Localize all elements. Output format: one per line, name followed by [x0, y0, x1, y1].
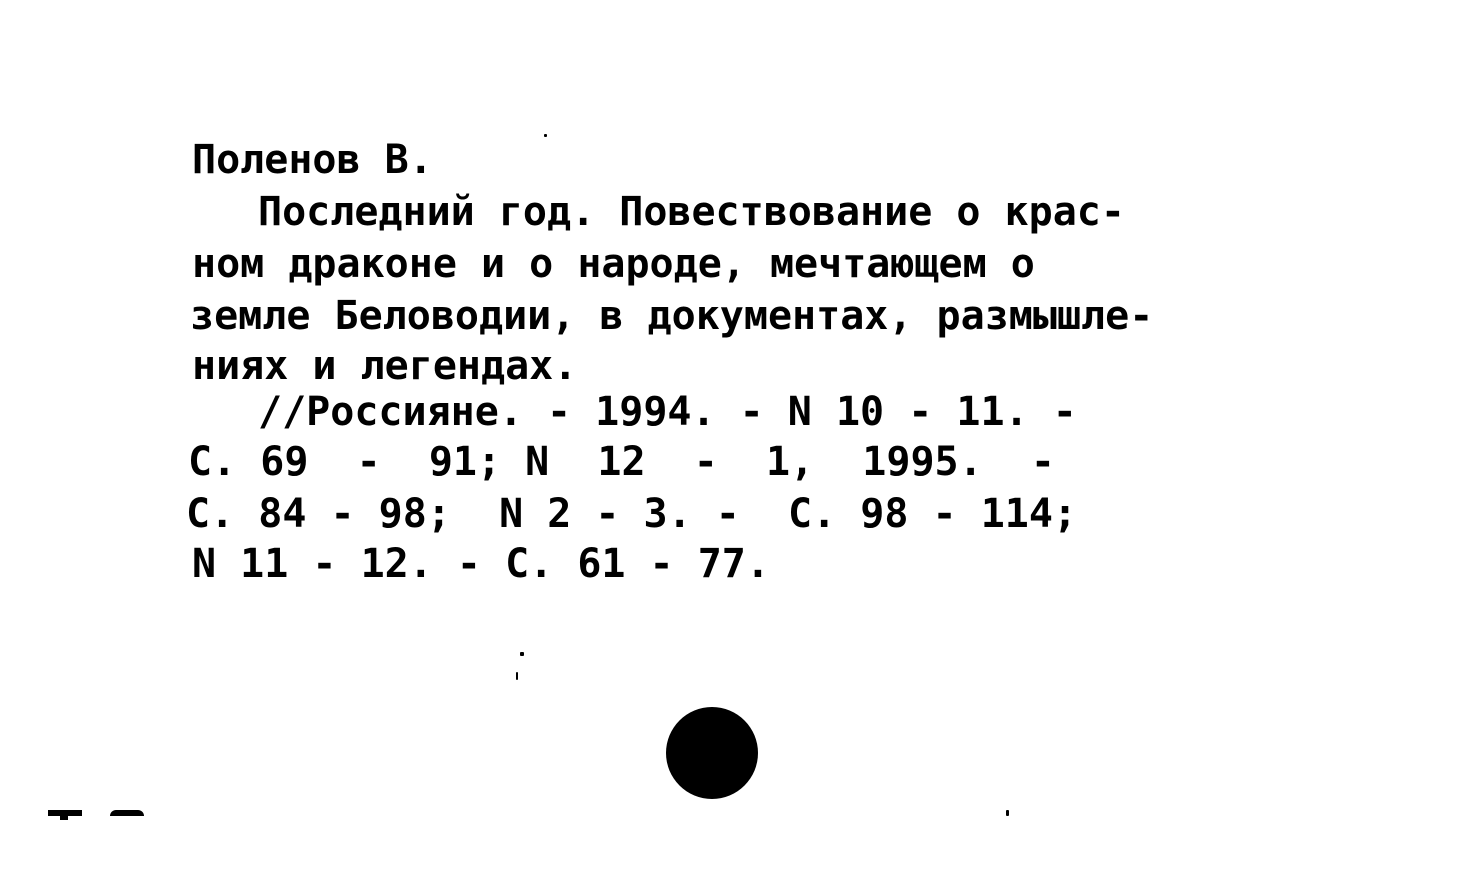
card-author: Поленов В.	[192, 137, 433, 183]
scan-speck	[520, 652, 524, 656]
punch-hole	[666, 707, 758, 799]
scan-speck	[516, 672, 518, 680]
card-title-line-3: земле Беловодии, в документах, размышле-	[190, 293, 1154, 339]
card-source-line-2: С. 69 - 91; N 12 - 1, 1995. -	[188, 439, 1055, 485]
card-title-line-1: Последний год. Повествование о крас-	[258, 189, 1125, 235]
card-source-line-4: N 11 - 12. - С. 61 - 77.	[192, 541, 770, 587]
card-source-line-1: //Россияне. - 1994. - N 10 - 11. -	[258, 389, 1077, 435]
card-source-line-3: С. 84 - 98; N 2 - 3. - С. 98 - 114;	[186, 491, 1078, 537]
scan-speck	[544, 134, 547, 137]
card-title-line-4: ниях и легендах.	[192, 343, 578, 389]
card-title-line-2: ном драконе и о народе, мечтающем о	[192, 241, 1035, 287]
scan-speck	[1006, 810, 1009, 816]
catalog-mark-fragment	[48, 808, 158, 820]
